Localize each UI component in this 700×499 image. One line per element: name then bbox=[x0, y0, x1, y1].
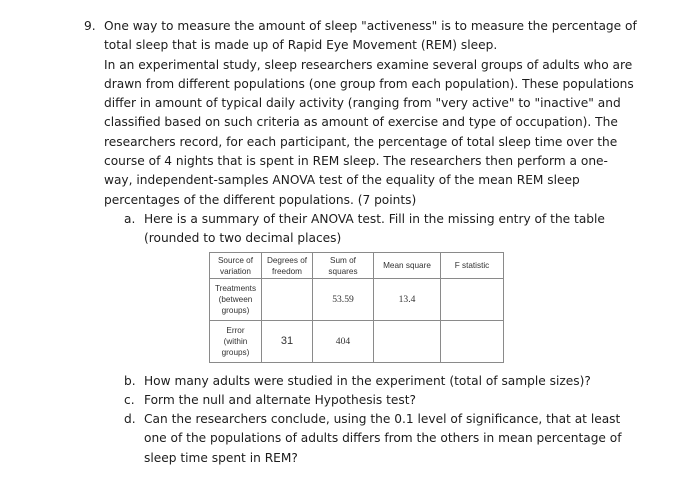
header-text: Source of bbox=[217, 255, 254, 265]
question-text: total sleep that is made up of Rapid Eye Movement (REM) sleep. bbox=[104, 38, 498, 53]
header-f bbox=[441, 253, 504, 279]
header-text: freedom bbox=[271, 266, 303, 276]
part-d-text: sleep time spent in REM? bbox=[144, 450, 298, 465]
cell-f bbox=[441, 279, 504, 321]
cell-f bbox=[441, 321, 504, 363]
question-text: course of 4 nights that is spent in REM sleep. The researchers then perform a one- bbox=[104, 154, 608, 169]
part-c-text: Form the null and alternate Hypothesis test? bbox=[144, 393, 417, 407]
question-9 bbox=[84, 17, 684, 210]
header-text: F statistic bbox=[454, 261, 490, 270]
header-text: squares bbox=[328, 266, 358, 276]
question-text: classified based on such criteria as amount of exercise and type of occupation). The bbox=[104, 115, 618, 130]
part-a-text: Here is a summary of their ANOVA test. Fill in the missing entry of the table bbox=[144, 212, 605, 226]
part-d bbox=[124, 410, 622, 468]
cell-ss: 404 bbox=[313, 321, 374, 363]
question-text: One way to measure the amount of sleep "activeness" is to measure the percentage of bbox=[104, 19, 637, 33]
question-line bbox=[84, 17, 684, 36]
cell-text: Error bbox=[226, 326, 245, 335]
cell-text: groups) bbox=[221, 348, 250, 357]
header-text: Sum of bbox=[330, 255, 356, 265]
question-text: percentages of the different populations. (7 points) bbox=[104, 192, 417, 207]
cell-source bbox=[210, 321, 262, 363]
part-b-text: How many adults were studied in the experiment (total of sample sizes)? bbox=[144, 374, 591, 388]
question-text: differ in amount of typical daily activity (ranging from "very active" to "inactive" and bbox=[104, 96, 621, 111]
part-d-text: one of the populations of adults differs from the others in mean percentage of bbox=[144, 431, 622, 446]
header-text: Mean square bbox=[383, 261, 431, 270]
anova-table bbox=[209, 252, 504, 363]
question-text: researchers record, for each participant, the percentage of total sleep time over the bbox=[104, 134, 618, 149]
cell-text: (between bbox=[218, 295, 253, 304]
cell-df: 31 bbox=[262, 321, 313, 363]
cell-source bbox=[210, 279, 262, 321]
question-text: drawn from different populations (one group from each population). These populations bbox=[104, 76, 634, 91]
cell-ss: 53.59 bbox=[313, 279, 374, 321]
question-text: In an experimental study, sleep researchers examine several groups of adults who are bbox=[104, 57, 633, 72]
cell-df bbox=[262, 279, 313, 321]
cell-text: (within bbox=[223, 337, 248, 346]
header-ss bbox=[313, 253, 374, 279]
part-b bbox=[124, 372, 591, 391]
question-number: 9. bbox=[84, 19, 96, 33]
part-a-text: (rounded to two decimal places) bbox=[144, 231, 342, 246]
part-c bbox=[124, 391, 416, 410]
table-row bbox=[210, 279, 504, 321]
header-text: variation bbox=[220, 266, 251, 276]
cell-text: groups) bbox=[221, 306, 250, 315]
table-header-row bbox=[210, 253, 504, 279]
header-ms bbox=[374, 253, 441, 279]
part-a bbox=[124, 210, 605, 249]
header-df bbox=[262, 253, 313, 279]
cell-ms bbox=[374, 321, 441, 363]
table-row bbox=[210, 321, 504, 363]
part-b-label: b. bbox=[124, 374, 136, 388]
part-a-label: a. bbox=[124, 212, 136, 226]
question-text: way, independent-samples ANOVA test of the equality of the mean REM sleep bbox=[104, 173, 580, 188]
part-d-label: d. bbox=[124, 412, 136, 426]
header-text: Degrees of bbox=[266, 255, 308, 265]
part-d-text: Can the researchers conclude, using the 0.1 level of significance, that at least bbox=[144, 412, 621, 426]
part-c-label: c. bbox=[124, 393, 135, 407]
header-source bbox=[210, 253, 262, 279]
cell-ms: 13.4 bbox=[374, 279, 441, 321]
cell-text: Treatments bbox=[214, 284, 257, 293]
